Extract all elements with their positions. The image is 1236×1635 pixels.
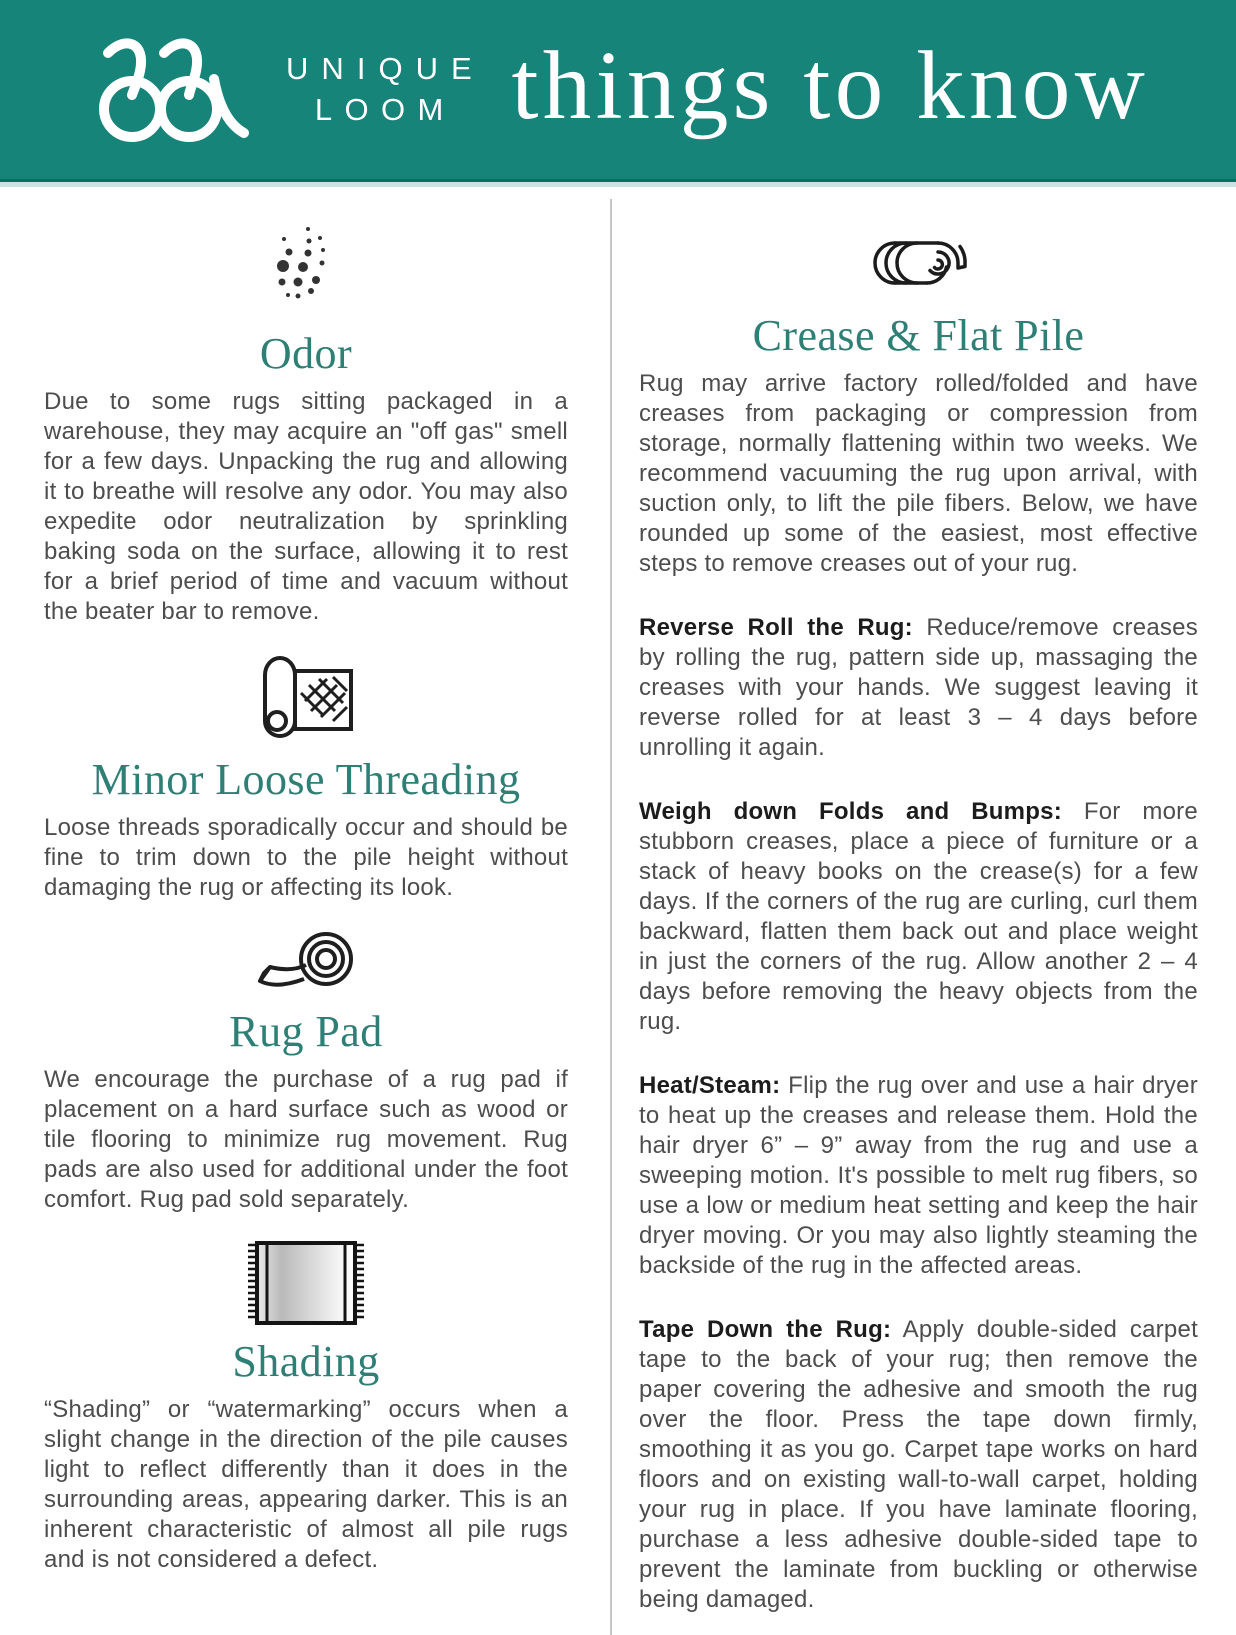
odor-dots-icon: [44, 225, 568, 322]
rug-pad-roll-icon: [44, 929, 568, 1000]
left-column: [0, 199, 610, 1635]
section-loose-threading: [44, 653, 568, 903]
right-column: [612, 199, 1236, 1635]
section-intro-crease: Rug may arrive factory rolled/folded and have creases from packaging or compression from storage, normally flattening within two weeks. We recommend vacuuming the rug upon arrival, with suction only, to lift the pile fibers. Below, we have rounded up some of the easiest, most effective steps to remove creases out of your rug.: [639, 370, 1198, 577]
brand-block: [92, 31, 485, 149]
brand-line1: UNIQUE: [286, 51, 485, 87]
section-odor: [44, 225, 568, 627]
brand-wordmark: [286, 49, 485, 130]
shaded-rug-fringe-icon: [44, 1241, 568, 1330]
section-title-loose-threading: Minor Loose Threading: [91, 755, 521, 804]
section-title-odor: Odor: [259, 329, 353, 378]
header-banner: [0, 0, 1236, 182]
tip-reverse-roll-label: Reverse Roll the Rug:: [639, 614, 913, 641]
tip-reverse-roll: [639, 613, 1198, 763]
tip-reverse-roll-text: Reduce/remove creases by rolling the rug, pattern side up, massaging the creases with your hands. We suggest leaving it reverse rolled for at least 3 – 4 days before unrolling it again.: [639, 614, 1198, 761]
tip-tape-down-label: Tape Down the Rug:: [639, 1316, 892, 1343]
tip-weigh-down-text: For more stubborn creases, place a piece of furniture or a stack of heavy books on the crease(s) for a few days. If the corners of the rug are curling, curl them backward, flatten them back out and place weight in just the corners of the rug. Allow another 2 – 4 days before removing the heavy objects from the rug.: [639, 798, 1198, 1035]
section-rug-pad: [44, 929, 568, 1215]
rolled-rug-crosshatch-icon: [44, 653, 568, 748]
unique-loom-logo-icon: [92, 31, 260, 149]
section-shading: [44, 1241, 568, 1575]
tip-tape-down: [639, 1315, 1198, 1615]
tip-heat-steam: [639, 1071, 1198, 1281]
brand-line2: LOOM: [314, 91, 456, 127]
tip-heat-steam-text: Flip the rug over and use a hair dryer to heat up the creases and release them. Hold the hair dryer 6” – 9” away from the rug and use a sweeping motion. It's possible to melt rug fibers, so use a low or medium heat setting and keep the hair dryer moving. Or you may also lightly steaming the backside of the rug in the affected areas.: [639, 1072, 1198, 1279]
section-title-crease: Crease & Flat Pile: [752, 311, 1085, 360]
section-title-shading: Shading: [232, 1337, 380, 1386]
section-title-rug-pad: Rug Pad: [229, 1007, 383, 1056]
tip-heat-steam-label: Heat/Steam:: [639, 1072, 781, 1099]
tip-tape-down-text: Apply double-sided carpet tape to the back of your rug; then remove the paper covering the adhesive and smooth the rug over the floor. Press the tape down firmly, smoothing it as you go. Carpet tape works on hard floors and on existing wall-to-wall carpet, holding your rug in place. If you have laminate flooring, purchase a less adhesive double-sided tape to prevent the laminate from buckling or otherwise being damaged.: [639, 1316, 1198, 1613]
section-body-rug-pad: We encourage the purchase of a rug pad if placement on a hard surface such as wood or tile flooring to minimize rug movement. Rug pads are also used for additional under the foot comfort. Rug pad sold separately.: [44, 1066, 568, 1213]
content-area: [0, 187, 1236, 1635]
tip-weigh-down: [639, 797, 1198, 1037]
page-title: things to know: [511, 32, 1150, 139]
section-body-shading: “Shading” or “watermarking” occurs when a slight change in the direction of the pile causes light to reflect differently than it does in the surrounding areas, appearing darker. This is an inherent characteristic of almost all pile rugs and is not considered a defect.: [44, 1396, 568, 1573]
tip-weigh-down-label: Weigh down Folds and Bumps:: [639, 798, 1062, 825]
section-body-loose-threading: Loose threads sporadically occur and should be fine to trim down to the pile height without damaging the rug or affecting its look.: [44, 814, 568, 901]
section-body-odor: Due to some rugs sitting packaged in a warehouse, they may acquire an "off gas" smell for a few days. Unpacking the rug and allowing it to breathe will resolve any odor. You may also expedite odor neutralization by sprinkling baking soda on the surface, allowing it to rest for a brief period of time and vacuum without the beater bar to remove.: [44, 388, 568, 625]
section-crease-flat-pile: [639, 239, 1198, 1615]
rolled-rug-side-spiral-icon: [639, 239, 1198, 292]
